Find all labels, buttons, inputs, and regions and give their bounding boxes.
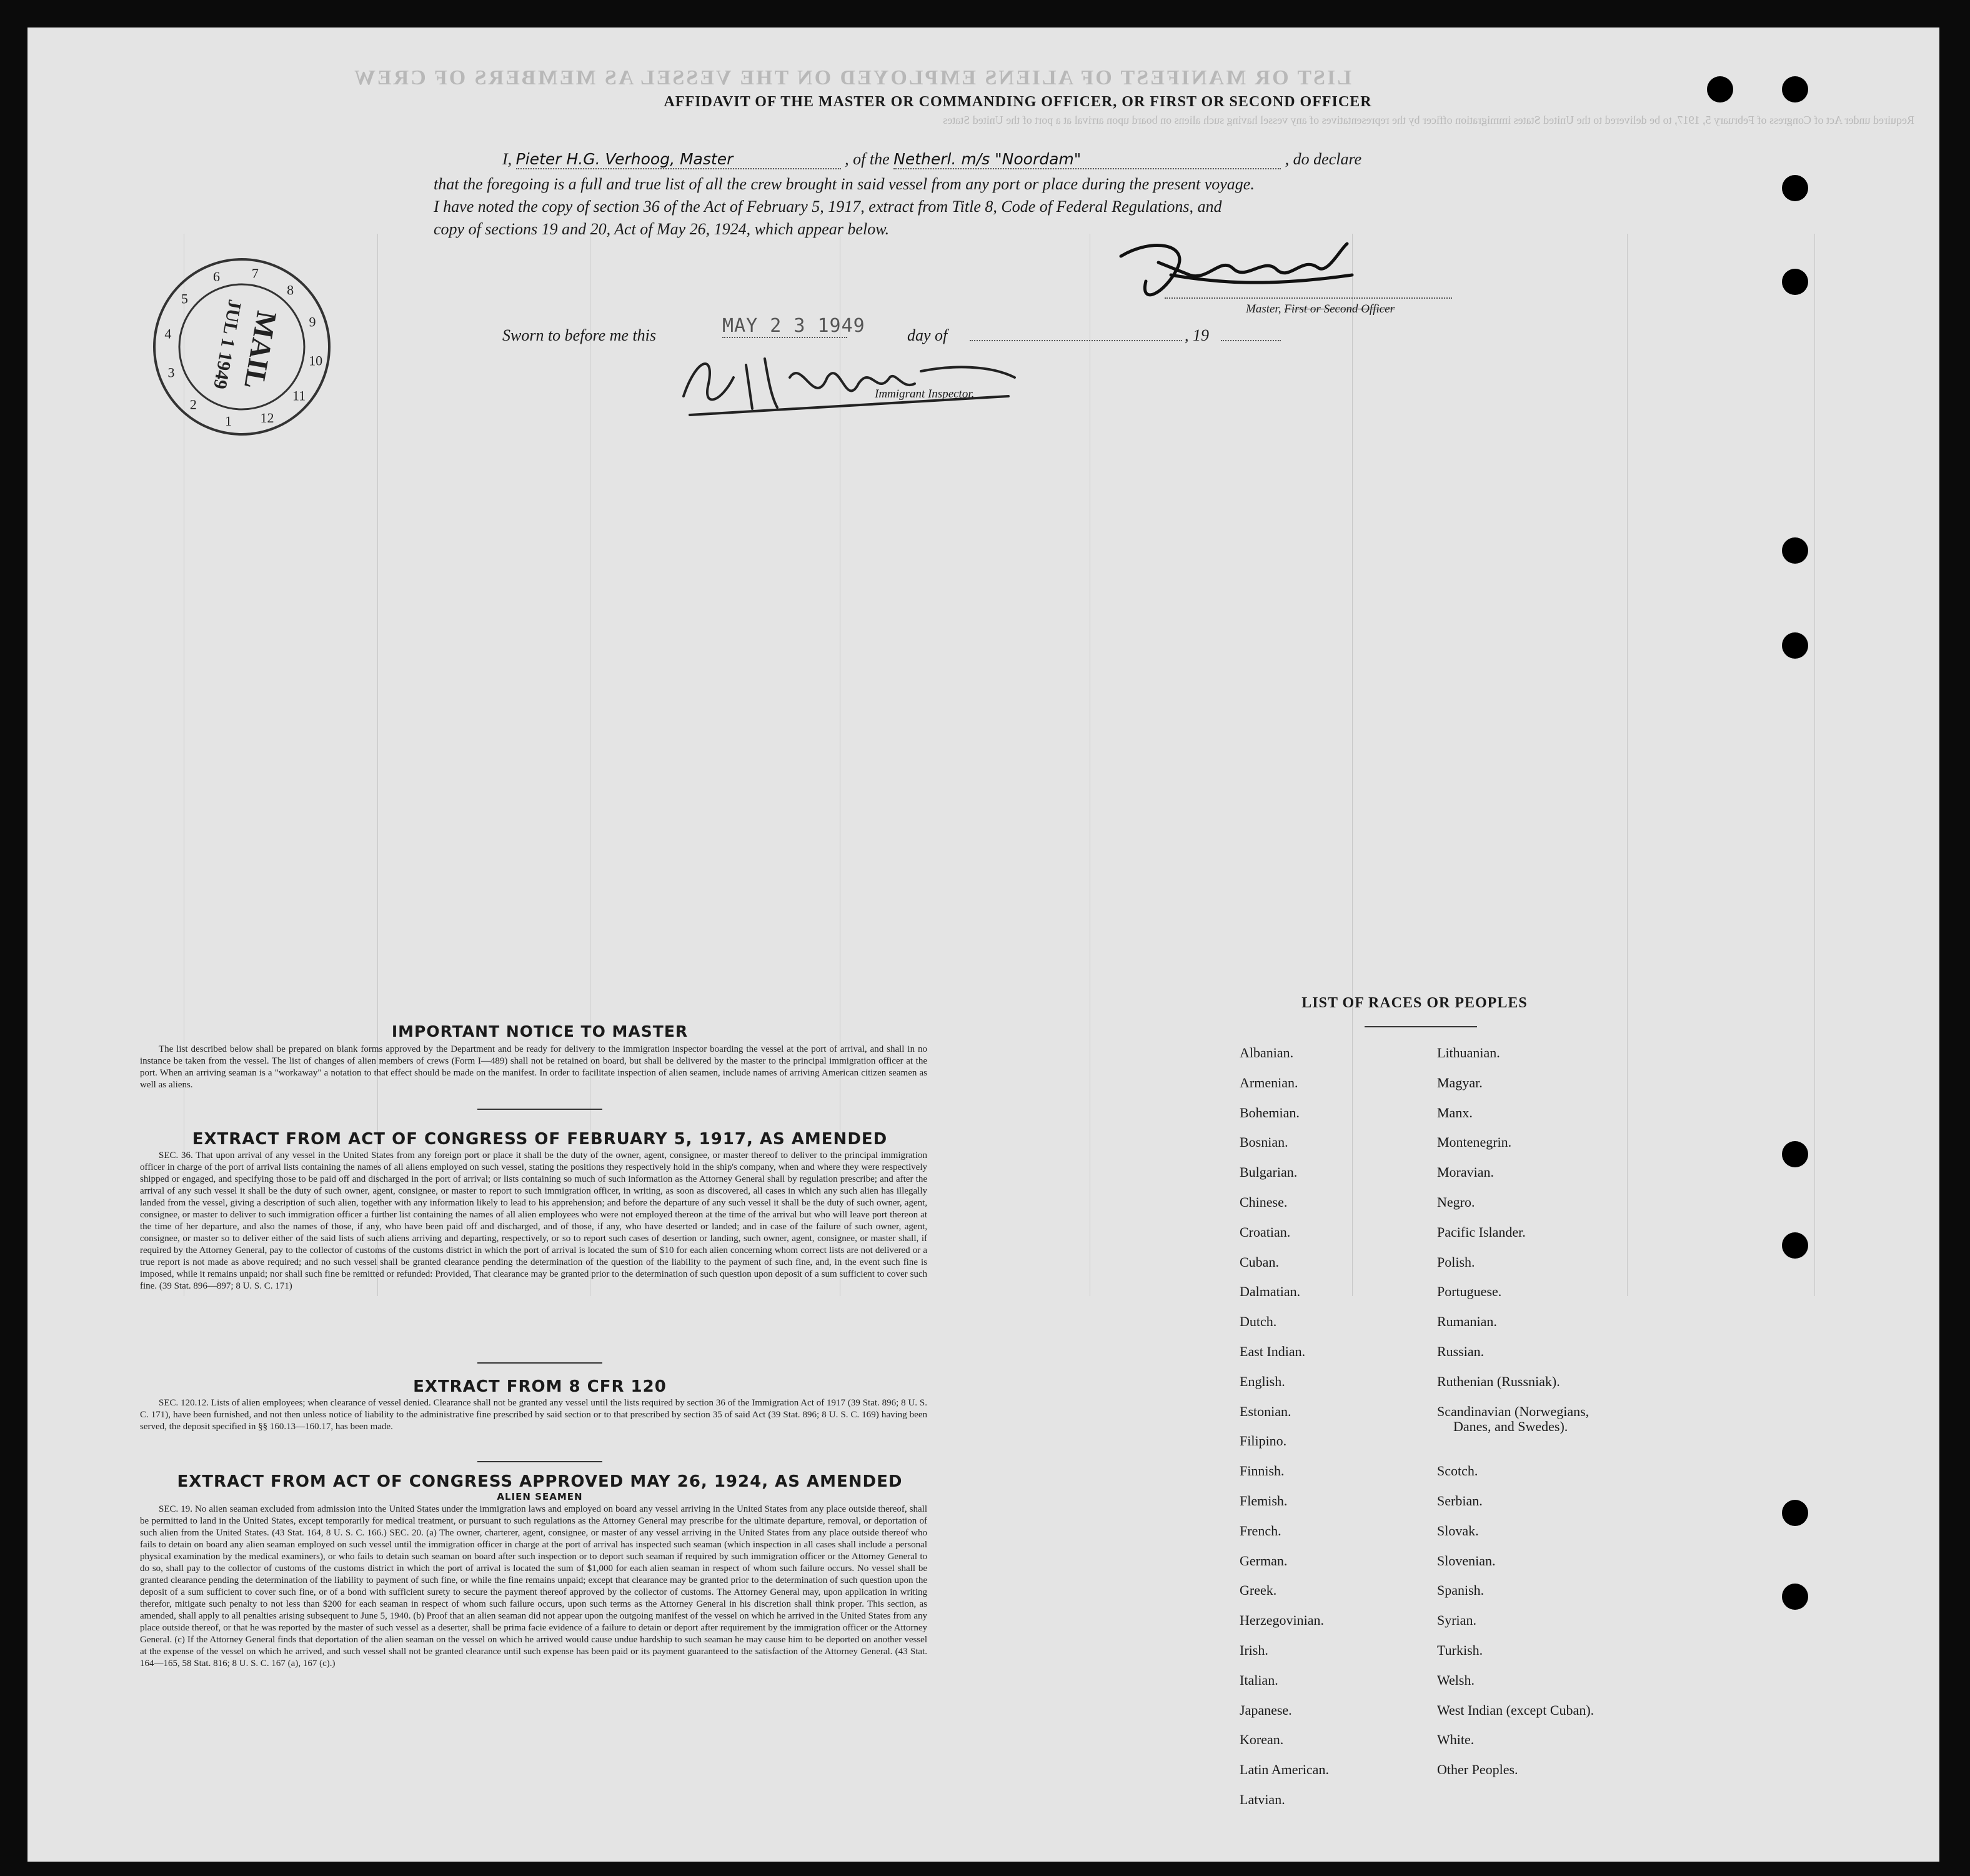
stamp-ring-number: 6	[212, 269, 220, 285]
punch-hole	[1782, 1141, 1808, 1167]
race-item: Latvian.	[1240, 1791, 1285, 1807]
race-item: Rumanian.	[1437, 1314, 1497, 1330]
race-item: Moravian.	[1437, 1164, 1495, 1180]
inspector-signature	[659, 340, 1027, 434]
vessel-name: Netherl. m/s "Noordam"	[893, 150, 1281, 169]
punch-hole	[1707, 76, 1733, 102]
extract-1924-title: EXTRACT FROM ACT OF CONGRESS APPROVED MAY 26, 1924, AS AMENDED	[177, 1472, 903, 1491]
race-item: Croatian.	[1240, 1224, 1291, 1240]
affidavit-line-4: copy of sections 19 and 20, Act of May 26, 1924, which appear below.	[434, 220, 890, 238]
master-signature-line	[1165, 297, 1452, 299]
sworn-label: Sworn to before me this	[502, 326, 657, 344]
bleedthrough-column-rule	[1627, 234, 1628, 1296]
race-item: Magyar.	[1437, 1074, 1483, 1090]
race-item: Flemish.	[1240, 1492, 1288, 1509]
race-item: Turkish.	[1437, 1642, 1483, 1658]
race-item: Armenian.	[1240, 1074, 1298, 1090]
stamp-ring-number: 8	[287, 282, 294, 298]
race-item: Manx.	[1437, 1104, 1473, 1120]
race-item: Syrian.	[1437, 1612, 1476, 1629]
race-item: English.	[1240, 1373, 1285, 1389]
race-item: Lithuanian.	[1437, 1045, 1500, 1060]
section-divider	[477, 1362, 602, 1364]
race-item: West Indian (except Cuban).	[1437, 1702, 1594, 1718]
races-title-underline	[1365, 1026, 1477, 1027]
sworn-day-label: day of	[907, 326, 948, 344]
races-title: LIST OF RACES OR PEOPLES	[1301, 995, 1528, 1011]
stamp-ring-number: 10	[309, 352, 323, 369]
race-item: Negro.	[1437, 1194, 1475, 1210]
race-item: Filipino.	[1240, 1433, 1287, 1449]
extract-1917-title: EXTRACT FROM ACT OF CONGRESS OF FEBRUARY 5, 1917, AS AMENDED	[192, 1130, 888, 1149]
race-item: Spanish.	[1437, 1582, 1485, 1599]
bleedthrough-column-rule	[1352, 234, 1353, 1296]
notice-title: IMPORTANT NOTICE TO MASTER	[391, 1022, 689, 1040]
races-left-column	[1240, 1045, 1329, 1822]
stamp-ring-number: 12	[260, 409, 274, 426]
stamp-ring-number: 2	[189, 396, 197, 412]
race-item: Italian.	[1240, 1672, 1278, 1688]
stamp-mail-text: MAIL	[238, 309, 284, 392]
race-item: Other Peoples.	[1437, 1762, 1518, 1778]
punch-hole	[1782, 1584, 1808, 1610]
race-item: Dutch.	[1240, 1314, 1277, 1330]
race-item: Serbian.	[1437, 1492, 1483, 1509]
race-item: Estonian.	[1240, 1403, 1291, 1419]
bleedthrough-header: LIST OR MANIFEST OF ALIENS EMPLOYED ON THE VESSEL AS MEMBERS OF CREW	[352, 66, 1351, 89]
punch-hole	[1782, 537, 1808, 564]
affidavit-line-1: I, Pieter H.G. Verhoog, Master , of the Netherl. m/s "Noordam" , do declare	[502, 150, 1362, 168]
affidavit-line-3: I have noted the copy of section 36 of the Act of February 5, 1917, extract from Title 8, Code of Federal Regulations, and	[434, 197, 1222, 216]
race-item: Russian.	[1437, 1343, 1485, 1359]
stamp-ring-number: 7	[251, 265, 259, 281]
race-item: Finnish.	[1240, 1463, 1285, 1479]
race-item: Bulgarian.	[1240, 1164, 1298, 1180]
stamp-ring-number: 1	[225, 413, 232, 429]
sworn-year-line	[1221, 340, 1281, 341]
race-item: German.	[1240, 1552, 1288, 1569]
stamp-date-text: JUL 1 1949	[209, 297, 246, 391]
notice-body: The list described below shall be prepared on blank forms approved by the Department and be ready for delivery to the immigration inspector boarding the vessel at the port of arrival, and shall in no instance be taken from the vessel. The list of changes of alien members of crews (Form I—489) shall not be retained on board, but shall be delivered by the master to the principal immigration officer at the port. When an arriving seaman is a "workaway" a notation to that effect should be made on the manifest. In order to facilitate inspection of alien seamen, include names of arriving American citizen seamen as well as aliens.	[140, 1044, 927, 1090]
section-divider	[477, 1461, 602, 1462]
race-item: Pacific Islander.	[1437, 1224, 1526, 1240]
race-item: Japanese.	[1240, 1702, 1292, 1718]
extract-8cfr-title: EXTRACT FROM 8 CFR 120	[413, 1377, 667, 1396]
punch-hole	[1782, 175, 1808, 201]
punch-hole	[1782, 1500, 1808, 1526]
extract-1924-body: SEC. 19. No alien seaman excluded from admission into the United States under the immigration laws and employed on board any vessel arriving in the United States from any place outside thereof, shall be permitted to land in the United States, except temporarily for medical treatment, or pursuant to such regulations as the Attorney General may prescribe for the ultimate departure, removal, or deportation of such alien from the United States. (43 Stat. 164, 8 U. S. C. 166.) SEC. 20. (a) The owner, charterer, agent, consignee, or master of any vessel arriving in the United States from any place outside thereof who fails to detain on board any alien seaman employed on such vessel until the immigration officer in charge at the port of arrival has inspected such seaman (which inspection in all cases shall include a personal physical examination by the medical examiners), or who fails to detain such seaman on board after such inspection or to deport such seaman if required by such immigration officer or the Attorney General to do so, shall pay to the collector of customs of the customs district in which the port of arrival is located the sum of $1,000 for each alien seaman in respect of whom such failure occurs. No vessel shall be granted clearance pending the determination of the liability to payment of such fine, or while the fine remains unpaid; except that clearance may be granted prior to the determination of such question upon the deposit of a sum sufficient to cover such fine, or of a bond with sufficient surety to secure the payment thereof approved by the collector of customs. The Attorney General may, upon application in writing therefor, mitigate such penalty to not less than $200 for each seaman in respect of whom such failure occurs, upon such terms as the Attorney General in his discretion shall think proper. This section, as amended, shall apply to all penalties arising subsequent to June 5, 1940. (b) Proof that an alien seaman did not appear upon the outgoing manifest of the vessel on which he arrived in the United States from any place outside thereof, or that he was reported by the master of such vessel as a deserter, shall be prima facie evidence of a failure to detain or deport after requirement by the immigration officer or the Attorney General. (c) If the Attorney General finds that deportation of the alien seaman on the vessel on which he arrived would cause undue hardship to such seaman he may cause him to be deported on another vessel at the expense of the vessel on which he arrived, and such vessel shall not be granted clearance until such expense has been paid or its payment guaranteed to the satisfaction of the Attorney General. (43 Stat. 164—165, 58 Stat. 816; 8 U. S. C. 167 (a), 167 (c).)	[140, 1504, 927, 1669]
extract-1924-subtitle: ALIEN SEAMEN	[497, 1491, 583, 1502]
race-item: Portuguese.	[1437, 1284, 1502, 1300]
race-item: Herzegovinian.	[1240, 1612, 1324, 1629]
sworn-date-stamp: MAY 2 3 1949	[722, 315, 865, 337]
race-item: Danes, and Swedes).	[1453, 1418, 1568, 1434]
race-item: Welsh.	[1437, 1672, 1475, 1688]
race-item: Ruthenian (Russniak).	[1437, 1373, 1560, 1389]
inspector-title: Immigrant Inspector.	[875, 387, 975, 401]
extract-8cfr-body: SEC. 120.12. Lists of alien employees; when clearance of vessel denied. Clearance shall not be granted any vessel until the lists required by section 36 of the Immigration Act of 1917 (39 Stat. 896; 8 U. S. C. 171), have been furnished, and not then unless notice of liability to the administrative fine prescribed by said section or to that prescribed by section 35 of said Act (39 Stat. 896; 8 U. S. C. 169) having been served, the deposit specified in §§ 160.13—160.17, has been made.	[140, 1398, 927, 1432]
affidavit-line-2: that the foregoing is a full and true list of all the crew brought in said vessel from any port or place during the present voyage.	[434, 175, 1255, 193]
race-item: Scandinavian (Norwegians,	[1437, 1403, 1589, 1419]
race-item: Cuban.	[1240, 1254, 1279, 1270]
master-title: Master, First or Second Officer	[1246, 302, 1395, 316]
race-item: French.	[1240, 1522, 1281, 1539]
stamp-ring-number: 3	[167, 364, 175, 381]
race-item: Korean.	[1240, 1732, 1284, 1748]
sworn-year-label: , 19	[1185, 326, 1209, 344]
bleedthrough-column-rule	[1814, 234, 1815, 1296]
race-item: Dalmatian.	[1240, 1284, 1301, 1300]
stamp-ring-number: 9	[309, 314, 316, 330]
race-item: White.	[1437, 1732, 1475, 1748]
race-item: Slovak.	[1437, 1522, 1479, 1539]
race-item: Bosnian.	[1240, 1134, 1288, 1150]
extract-1917-body: SEC. 36. That upon arrival of any vessel in the United States from any foreign port or place it shall be the duty of the owner, agent, consignee, or master thereof to deliver to the principal immigration officer in charge of the port of arrival lists containing the names of all aliens employed on such vessel, stating the positions they respectively hold in the ship's company, when and where they were respectively shipped or engaged, and specifying those to be paid off and discharged in the port of arrival; or lists containing so much of such information as the Attorney General shall by regulation prescribe; and after the arrival of any such vessel it shall be the duty of such owner, agent, consignee, or master to report to such immigration officer, in writing, as soon as discovered, all cases in which any such alien has illegally landed from the vessel, giving a description of such alien, together with any information likely to lead to his apprehension; and before the departure of any such vessel it shall be the duty of such owner, agent, consignee, or master to deliver to such immigration officer a further list containing the names of all alien employees who were not employed thereon at the time of the arrival but who will leave port thereon at the time of her departure, and also the names of those, if any, who have been paid off and discharged, and of those, if any, who have deserted or landed; and in case of the failure of such owner, agent, consignee, or master so to deliver either of the said lists of such aliens arriving and departing, respectively, or so to report such cases of desertion or landing, such owner, agent, consignee, or master shall, if required by the Attorney General, pay to the collector of customs of the customs district in which the port of arrival is located the sum of $10 for each alien concerning whom correct lists are not delivered or a true report is not made as above required; and no such vessel shall be granted clearance pending the determination of the question of the liability to the payment of such fine, and, in the event such fine is imposed, while it remains unpaid; nor shall such fine be remitted or refunded: Provided, That clearance may be granted prior to the determination of such question upon deposit of a sum sufficient to cover such fine. (39 Stat. 896—897; 8 U. S. C. 171)	[140, 1150, 927, 1291]
race-item: Slovenian.	[1437, 1552, 1496, 1569]
race-item: Chinese.	[1240, 1194, 1288, 1210]
stamp-ring-number: 5	[181, 291, 188, 307]
race-item: Montenegrin.	[1437, 1134, 1512, 1150]
stamp-ring-number: 11	[292, 387, 306, 404]
race-item: Bohemian.	[1240, 1104, 1300, 1120]
race-item: East Indian.	[1240, 1343, 1306, 1359]
races-right-column	[1437, 1045, 1594, 1792]
race-item: Latin American.	[1240, 1762, 1329, 1778]
document-sheet	[27, 27, 1939, 1862]
race-item: Irish.	[1240, 1642, 1268, 1658]
mail-stamp	[145, 250, 339, 444]
punch-hole	[1782, 269, 1808, 295]
bleedthrough-subheader: Required under Act of Congress of February 5, 1917, to be delivered to the United States immigration officer by the representatives of any vessel having such aliens on board upon arrival at a port of the United States	[943, 114, 1914, 126]
punch-hole	[1782, 76, 1808, 102]
punch-hole	[1782, 1232, 1808, 1259]
master-name: Pieter H.G. Verhoog, Master	[516, 150, 841, 169]
race-item: Albanian.	[1240, 1045, 1294, 1060]
punch-hole	[1782, 632, 1808, 659]
race-item: Scotch.	[1437, 1463, 1478, 1479]
race-item: Greek.	[1240, 1582, 1277, 1599]
stamp-ring-number: 4	[164, 326, 172, 342]
race-item: Polish.	[1437, 1254, 1475, 1270]
affidavit-title: AFFIDAVIT OF THE MASTER OR COMMANDING OFFICER, OR FIRST OR SECOND OFFICER	[664, 94, 1372, 110]
section-divider	[477, 1109, 602, 1110]
